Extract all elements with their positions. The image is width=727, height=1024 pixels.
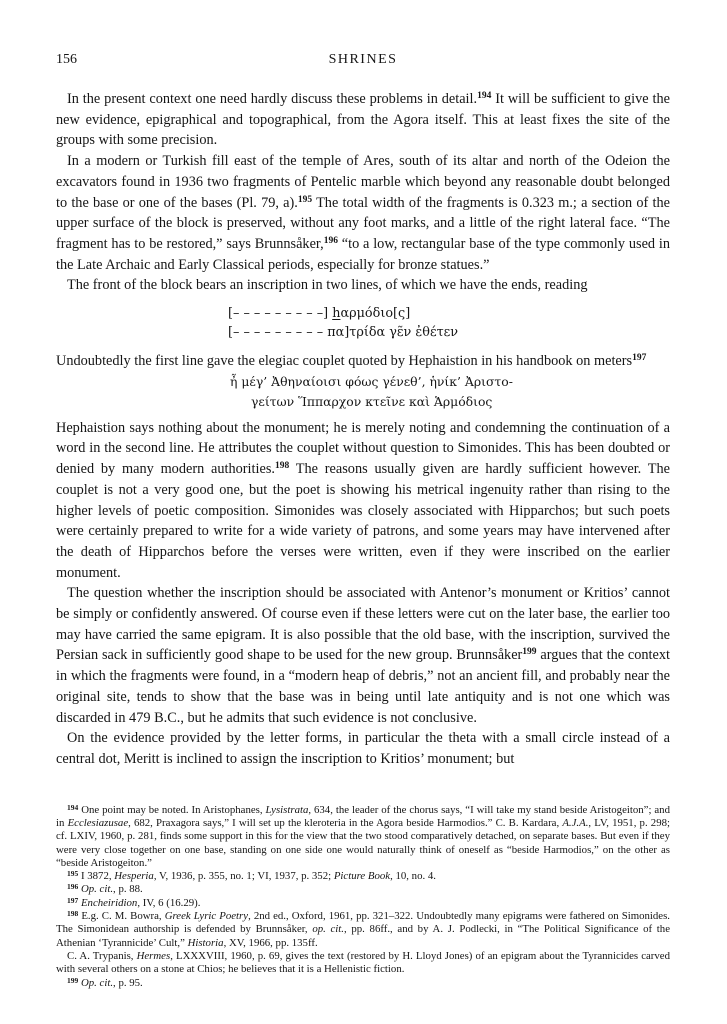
footnote-ref-199: 199 [522, 647, 537, 658]
footnote-ref-198: 198 [274, 461, 290, 472]
greek-quotation [230, 372, 670, 412]
main-text [56, 89, 670, 770]
inscription-block [228, 304, 670, 342]
inscription-line-1: [– – – – – – – – –] hαρμόδιο[ς] [228, 306, 411, 322]
footnote-198: $^{198}$ E.g. C. M. Bowra, Greek Lyric Poetry, 2nd ed., Oxford, 1961, pp. 321–322. Undoubtedly many epigrams were fathered on Simonides. The Simonidean authorship is defended by Brunnsåker, op. cit., pp. 86ff., and by A. J. Podlecki, in “The Political Significance of the Athenian ‘Tyrannicide’ Cult,” Historia, XV, 1966, pp. 135ff. [56, 909, 671, 949]
page-number: 156 [56, 52, 77, 67]
footnote-ref-197: 197 [632, 353, 647, 364]
paragraph-3: The front of the block bears an inscription in two lines, of which we have the ends, reading [67, 277, 588, 294]
footnote-195: $^{195}$ I 3872, Hesperia, V, 1936, p. 355, no. 1; VI, 1937, p. 352; Picture Book, 10, no. 4. [67, 869, 436, 883]
footnote-ref-194: 194 [477, 91, 492, 101]
footnote-ref-195: 195 [297, 194, 313, 205]
quotation-line-1: ἦ μέγ’ Ἀθηναίοισι φόως γένεθ’, ἡνίκ’ Ἀριστο- [230, 373, 513, 389]
footnote-199: $^{199}$ Op. cit., p. 95. [67, 975, 143, 989]
footnote-196: $^{196}$ Op. cit., p. 88. [67, 882, 143, 896]
running-head: SHRINES [328, 52, 398, 67]
quotation-line-2: γείτων Ἵππαρχον κτεῖνε καὶ Ἁρμόδιος [251, 393, 493, 409]
paragraph-4: Undoubtedly the first line gave the elegiac couplet quoted by Hephaistion in his handbook on meters$^{197}$ [56, 353, 647, 370]
footnote-198-continued: C. A. Trypanis, Hermes, LXXXVIII, 1960, p. 69, gives the text (restored by H. Lloyd Jones) of an epigram about the Tyrannicides carved with several others on a stone at Chios; he believes that it is a Hellenistic fiction. [56, 949, 670, 976]
footnote-194: $^{194}$ One point may be noted. In Aristophanes, Lysistrata, 634, the leader of the chorus says, “I will take my stand beside Aristogeiton”; and in Ecclesiazusae, 682, Praxagora says,” I will set up the kleroteria in the Agora beside Harmodios.” C. B. Kardara, A.J.A., LV, 1951, p. 298; cf. LXIV, 1960, p. 281, finds some support in this for the view that the two stood comparatively detached, on separate bases. But even if they were very close together on one base, standing on one side one would naturally think of oneself as “beside Harmodios,” on the other as “beside Aristogeiton.” [56, 802, 670, 869]
footnote-197: $^{197}$ Encheiridion, IV, 6 (16.29). [67, 895, 201, 909]
paragraph-5: Hephaistion says nothing about the monument; he is merely noting and condemning the continuation of a word in the second line. He attributes the couplet without question to Simonides. This has been doubted or denied by many modern authorities.$^{198}$ The reasons usually given are hardly sufficient however. The couplet is not a very good one, but the poet is showing his metrical ingenuity rather than rising to the higher levels of poetic composition. Simonides was closely associated with Hipparchos; but such poets were certainly prepared to write for a wide variety of patrons, and some years may have intervened after the death of Hipparchos before the verses were written, even if they were inscribed on the earlier monument. [56, 419, 671, 581]
paragraph-6: The question whether the inscription should be associated with Antenor’s monument or Kritios’ cannot be simply or confidently answered. Of course even if these letters were cut on the later base, the earlier too may have carried the same epigram. It is also possible that the old base, with the inscription, survived the Persian sack in sufficiently good shape to be used for the new group. Brunnsåker$^{199}$ argues that the context in which the fragments were found, in a “modern heap of debris,” not an ancient fill, and probably near the original site, tends to show that the base was in being until late antiquity and is not one which was discarded in 479 B.C., but he admits that such evidence is not conclusive. [56, 585, 670, 726]
paragraph-1: In the present context one need hardly discuss these problems in detail.$^{194}$ It will be sufficient to give the new evidence, epigraphical and topographical, from the Agora itself. This at least fixes the site of the groups with some precision. [56, 91, 670, 149]
page [56, 50, 670, 990]
paragraph-2: In a modern or Turkish fill east of the temple of Ares, south of its altar and north of the Odeion the excavators found in 1936 two fragments of Pentelic marble which beyond any reasonable doubt belonged to the base or one of the bases (Pl. 79, a).$^{195}$ The total width of the fragments is 0.323 m.; a section of the upper surface of the block is preserved, without any foot marks, and a little of the right lateral face. “The fragment has to be restored,” says Brunnsåker,$^{196}$ “to a low, rectangular base of the type commonly used in the Late Archaic and Early Classical periods, especially for bronze statues.” [56, 153, 671, 273]
footnote-ref-196: 196 [323, 235, 338, 246]
footnotes [56, 804, 670, 990]
page-header [56, 50, 670, 72]
inscription-line-2: [– – – – – – – – – πα]τρίδα γε̃ν ἐθέτεν [228, 325, 459, 341]
paragraph-7: On the evidence provided by the letter forms, in particular the theta with a small circle instead of a central dot, Meritt is inclined to assign the inscription to Kritios’ monument; but [56, 730, 670, 767]
